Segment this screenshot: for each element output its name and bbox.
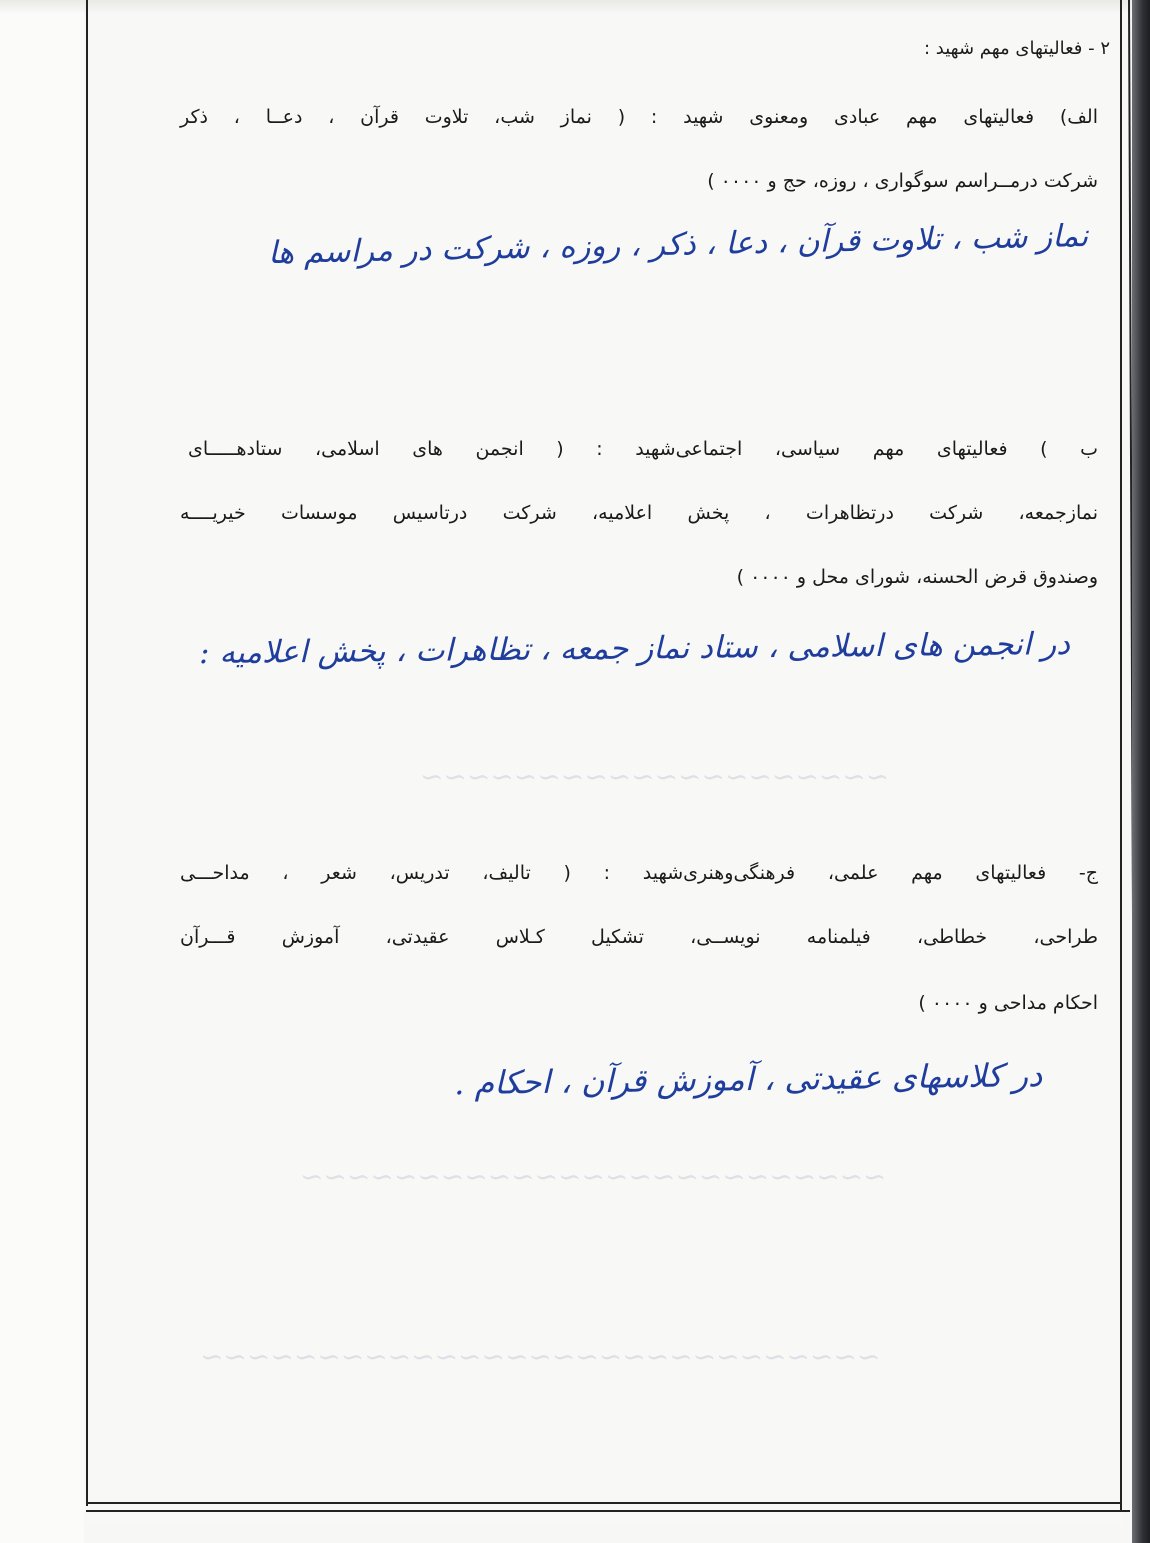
section-c-question-line3: احکام مداحی و ۰۰۰۰ ) xyxy=(918,992,1098,1014)
section-a-handwritten-answer: نماز شب ، تلاوت قرآن ، دعا ، ذکر ، روزه ، شرکت در مراسم ها xyxy=(267,218,1089,272)
show-through-mark: ~~~~~~~~~~~~~~~~~~~~~~~~~ xyxy=(300,1160,887,1193)
page-border-bottom-outer xyxy=(86,1510,1130,1512)
section-b-question-line1: ب ) فعالیتهای مهم سیاسی، اجتماعی‌شهید : ( انجمن های اسلامی، ستادهـــــای xyxy=(188,438,1098,460)
section-b-question-line3: وصندوق قرض الحسنه، شورای محل و ۰۰۰۰ ) xyxy=(736,566,1098,588)
section-heading: ۲ - فعالیتهای مهم شهید : xyxy=(923,38,1110,59)
section-b-handwritten-answer: در انجمن های اسلامی ، ستاد نماز جمعه ، تظاهرات ، پخش اعلامیه : xyxy=(198,626,1071,672)
section-c-question-line2: طراحی، خطاطی، فیلمنامه نویســی، تشکیل کـلاس عقیدتی، آموزش قـــرآن xyxy=(180,926,1098,948)
section-c-handwritten-answer: در کلاسهای عقیدتی ، آموزش قرآن ، احکام . xyxy=(453,1056,1043,1103)
scan-shadow xyxy=(0,0,1150,14)
page-border-right xyxy=(1120,0,1122,1510)
show-through-mark: ~~~~~~~~~~~~~~~~~~~~~~~~~~~~~ xyxy=(200,1340,881,1373)
show-through-mark: ~~~~~~~~~~~~~~~~~~~~ xyxy=(420,760,890,793)
page-border-left xyxy=(86,0,88,1506)
section-b-question-line2: نمازجمعه، شرکت درتظاهرات ، پخش اعلامیه، شرکت درتاسیس موسسات خیریــــه xyxy=(180,502,1098,524)
scan-margin xyxy=(0,0,84,1543)
section-c-question-line1: ج- فعالیتهای مهم علمی، فرهنگی‌وهنری‌شهید : ( تالیف، تدریس، شعر ، مداحـــی xyxy=(180,862,1098,884)
page-border-bottom xyxy=(86,1502,1122,1504)
scanner-edge xyxy=(1132,0,1150,1543)
section-a-question-line1: الف) فعالیتهای مهم عبادی ومعنوی شهید : ( نماز شب، تلاوت قرآن ، دعــا ، ذکر xyxy=(180,106,1098,128)
section-a-question-line2: شرکت درمــراسم سوگواری ، روزه، حج و ۰۰۰۰ ) xyxy=(707,170,1098,192)
